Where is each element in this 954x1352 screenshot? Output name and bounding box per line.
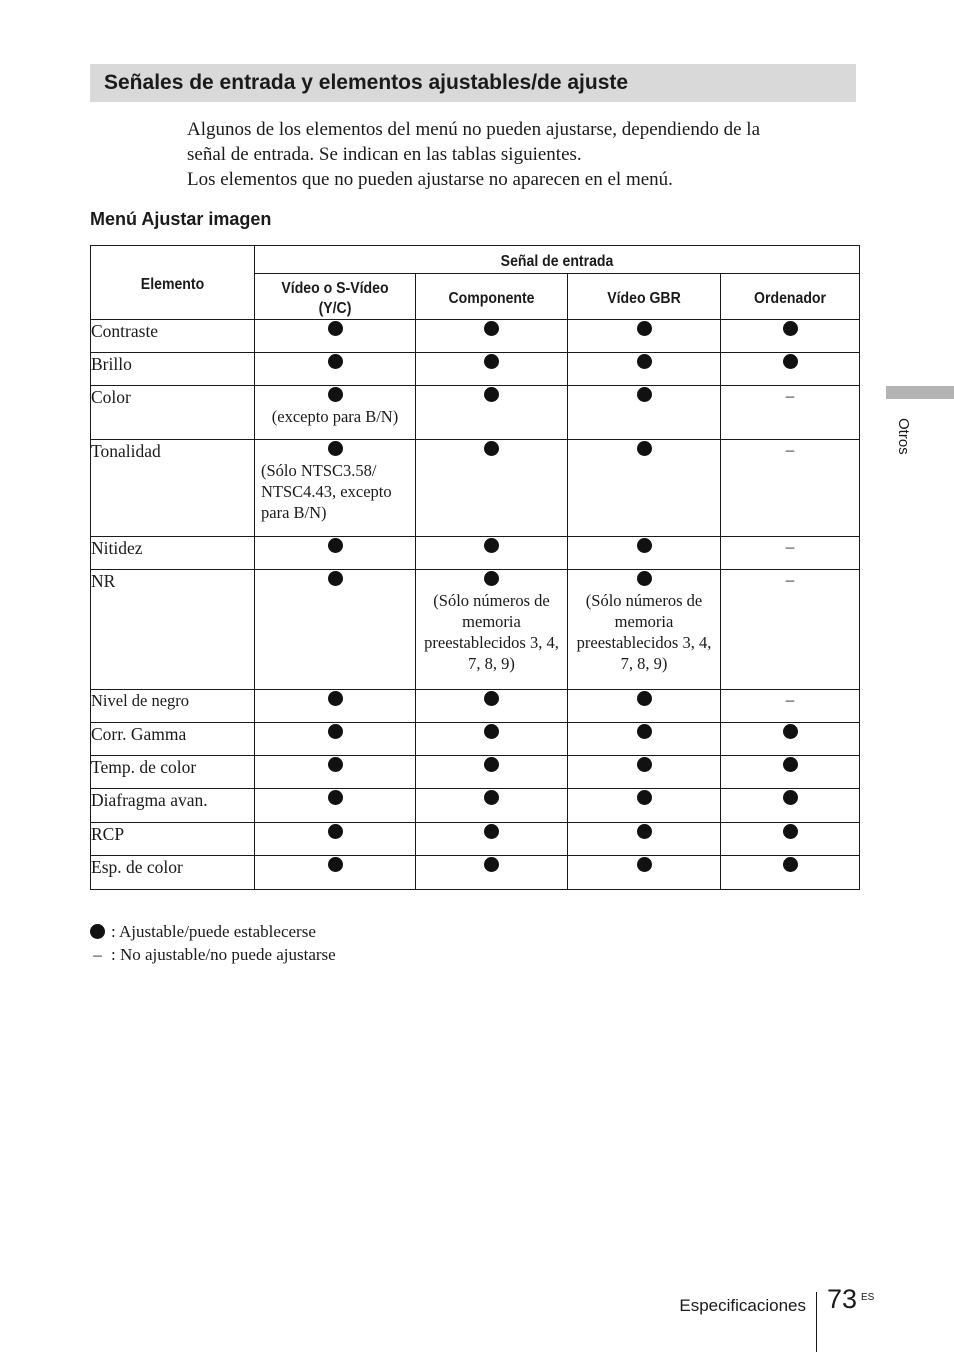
page-language: ES: [861, 1292, 875, 1303]
table-row: [91, 353, 860, 386]
filled-circle-icon: [328, 857, 343, 872]
filled-circle-icon: [637, 321, 652, 336]
table-row: [91, 856, 860, 890]
status-cell: [255, 320, 416, 353]
row-item-name: Nitidez: [91, 537, 255, 570]
status-cell: [568, 353, 721, 386]
filled-circle-icon: [328, 321, 343, 336]
filled-circle-icon: [637, 538, 652, 553]
filled-circle-icon: [328, 571, 343, 586]
header-signal-label: Señal de entrada: [500, 253, 614, 270]
row-item-name: Nivel de negro: [91, 690, 255, 723]
header-cell-signal: [255, 246, 860, 274]
filled-circle-icon: [783, 790, 798, 805]
status-cell: [568, 570, 721, 690]
input-signal-table: [90, 245, 860, 890]
status-cell: [721, 823, 860, 856]
filled-circle-icon: [484, 757, 499, 772]
status-cell: [721, 570, 860, 690]
side-tab-label: Otros: [895, 418, 912, 455]
dash-symbol: –: [785, 440, 795, 459]
filled-circle-icon: [637, 354, 652, 369]
status-cell: [255, 690, 416, 723]
status-cell: [721, 856, 860, 890]
intro-line: señal de entrada. Se indican en las tablas siguientes.: [187, 144, 582, 165]
filled-circle-icon: [637, 571, 652, 586]
status-cell: [568, 690, 721, 723]
table-row: [91, 690, 860, 723]
filled-circle-icon: [328, 387, 343, 402]
filled-circle-icon: [328, 824, 343, 839]
status-cell: [255, 570, 416, 690]
intro-line: Los elementos que no pueden ajustarse no aparecen en el menú.: [187, 169, 673, 190]
status-cell: [721, 537, 860, 570]
legend-row-not-adjustable: [90, 943, 336, 966]
footer-divider: [816, 1292, 817, 1352]
status-cell: [721, 320, 860, 353]
status-cell: [416, 690, 568, 723]
filled-circle-icon: [637, 824, 652, 839]
legend-row-adjustable: [90, 920, 336, 943]
cell-note: (excepto para B/N): [271, 407, 399, 426]
status-cell: [568, 789, 721, 823]
status-cell: [416, 570, 568, 690]
cell-note: (Sólo números de memoria preestablecidos 3, 4, 7, 8, 9): [576, 591, 712, 673]
dash-symbol: –: [785, 537, 795, 556]
column-header-label: Vídeo GBR: [607, 290, 681, 307]
row-item-name: Color: [91, 386, 255, 440]
filled-circle-icon: [637, 441, 652, 456]
dash-symbol: –: [93, 945, 102, 964]
filled-circle-icon: [783, 724, 798, 739]
status-cell: [255, 856, 416, 890]
status-cell: [255, 386, 416, 440]
filled-circle-icon: [637, 691, 652, 706]
footer-section-name: Especificaciones: [679, 1296, 806, 1315]
table-row: [91, 756, 860, 789]
filled-circle-icon: [328, 441, 343, 456]
table-row: [91, 570, 860, 690]
section-header-bar: [90, 64, 856, 102]
filled-circle-icon: [484, 441, 499, 456]
filled-circle-icon: [484, 790, 499, 805]
status-cell: [721, 690, 860, 723]
row-item-name: Tonalidad: [91, 440, 255, 537]
dash-symbol: –: [785, 570, 795, 589]
filled-circle-icon: [637, 857, 652, 872]
table-row: [91, 823, 860, 856]
status-cell: [255, 756, 416, 789]
legend-not-adjustable-text: : No ajustable/no puede ajustarse: [111, 945, 336, 964]
side-tab-marker: [886, 386, 954, 399]
status-cell: [721, 440, 860, 537]
status-cell: [568, 440, 721, 537]
row-item-name: RCP: [91, 823, 255, 856]
status-cell: [568, 320, 721, 353]
column-header-label: Vídeo o S-Vídeo (Y/C): [281, 280, 389, 317]
legend: [90, 920, 336, 966]
row-item-name: Esp. de color: [91, 856, 255, 890]
filled-circle-icon: [637, 387, 652, 402]
status-cell: [721, 756, 860, 789]
row-item-name: Temp. de color: [91, 756, 255, 789]
page-number: 73: [827, 1284, 858, 1314]
filled-circle-icon: [783, 824, 798, 839]
status-cell: [255, 537, 416, 570]
status-cell: [255, 353, 416, 386]
filled-circle-icon: [484, 321, 499, 336]
status-cell: [416, 537, 568, 570]
filled-circle-icon: [484, 387, 499, 402]
row-item-name: Brillo: [91, 353, 255, 386]
status-cell: [568, 823, 721, 856]
filled-circle-icon: [484, 354, 499, 369]
column-header-gbr: [568, 274, 721, 320]
status-cell: [568, 386, 721, 440]
row-item-name: Diafragma avan.: [91, 789, 255, 823]
legend-adjustable-text: : Ajustable/puede establecerse: [111, 922, 316, 941]
filled-circle-icon: [484, 691, 499, 706]
table-body: [91, 320, 860, 890]
filled-circle-icon: [90, 924, 105, 939]
table-row: [91, 789, 860, 823]
table-row: [91, 320, 860, 353]
filled-circle-icon: [637, 757, 652, 772]
filled-circle-icon: [328, 691, 343, 706]
header-cell-item: [91, 246, 255, 320]
status-cell: [255, 789, 416, 823]
filled-circle-icon: [484, 857, 499, 872]
filled-circle-icon: [484, 724, 499, 739]
status-cell: [416, 353, 568, 386]
column-header-computer: [721, 274, 860, 320]
status-cell: [416, 789, 568, 823]
status-cell: [255, 823, 416, 856]
filled-circle-icon: [484, 571, 499, 586]
cell-note: (Sólo NTSC3.58/ NTSC4.43, excepto para B/N): [261, 461, 392, 522]
column-header-label: Componente: [448, 290, 535, 307]
filled-circle-icon: [637, 724, 652, 739]
status-cell: [255, 440, 416, 537]
header-item-label: Elemento: [140, 276, 205, 293]
filled-circle-icon: [783, 321, 798, 336]
filled-circle-icon: [484, 538, 499, 553]
table-row: [91, 386, 860, 440]
cell-note: (Sólo números de memoria preestablecidos 3, 4, 7, 8, 9): [424, 591, 559, 673]
status-cell: [721, 386, 860, 440]
filled-circle-icon: [328, 538, 343, 553]
column-header-video: [255, 274, 416, 320]
column-header-label: Ordenador: [754, 290, 827, 307]
filled-circle-icon: [783, 354, 798, 369]
table-row: [91, 440, 860, 537]
status-cell: [568, 756, 721, 789]
status-cell: [416, 386, 568, 440]
table-row: [91, 723, 860, 756]
status-cell: [568, 723, 721, 756]
row-item-name: Corr. Gamma: [91, 723, 255, 756]
intro-line: Algunos de los elementos del menú no pueden ajustarse, dependiendo de la: [187, 119, 761, 140]
row-item-name: NR: [91, 570, 255, 690]
status-cell: [416, 856, 568, 890]
status-cell: [416, 320, 568, 353]
filled-circle-icon: [328, 354, 343, 369]
status-cell: [255, 723, 416, 756]
status-cell: [721, 789, 860, 823]
status-cell: [568, 537, 721, 570]
status-cell: [721, 723, 860, 756]
table-subheading: Menú Ajustar imagen: [90, 209, 272, 229]
status-cell: [721, 353, 860, 386]
filled-circle-icon: [637, 790, 652, 805]
status-cell: [416, 823, 568, 856]
status-cell: [416, 756, 568, 789]
status-cell: [568, 856, 721, 890]
dash-symbol: –: [785, 386, 795, 405]
filled-circle-icon: [484, 824, 499, 839]
filled-circle-icon: [328, 724, 343, 739]
status-cell: [416, 723, 568, 756]
filled-circle-icon: [783, 857, 798, 872]
intro-text: [187, 117, 857, 192]
status-cell: [416, 440, 568, 537]
section-title: Señales de entrada y elementos ajustables/de ajuste: [104, 71, 629, 94]
filled-circle-icon: [328, 757, 343, 772]
dash-symbol: –: [785, 690, 795, 709]
filled-circle-icon: [328, 790, 343, 805]
table-row: [91, 537, 860, 570]
column-header-component: [416, 274, 568, 320]
filled-circle-icon: [783, 757, 798, 772]
row-item-name: Contraste: [91, 320, 255, 353]
